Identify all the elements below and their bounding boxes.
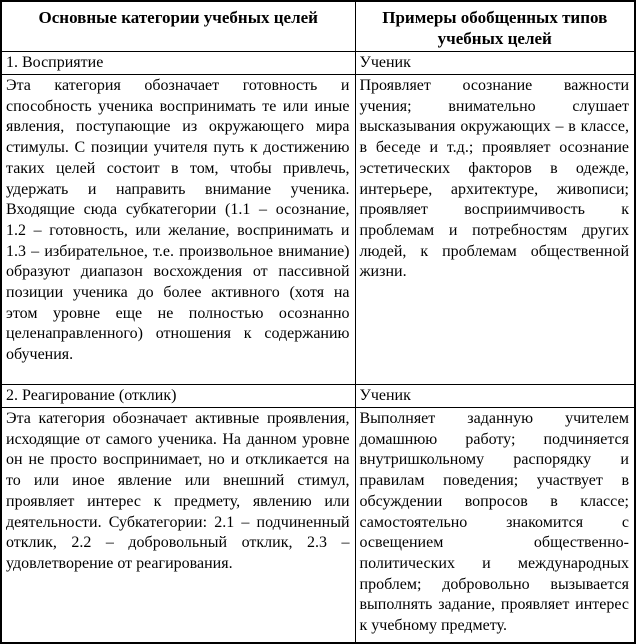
category-2-subject-cell: Ученик [355,385,635,408]
category-2-title-cell: 2. Реагирование (отклик) [1,385,355,408]
header-main-categories: Основные категории учебных целей [1,1,355,52]
category-2-description-cell: Эта категория обозначает активные проявления, исходящие от самого ученика. На данном уровне он не просто воспринимает, но и откликается на то или иное явление или внешний стимул, проявляет интерес к предмету, явлению или деятельности. Субкатегории: 2.1 – подчиненный отклик, 2.2 – добровольный отклик, 2.3 – удовлетворение от реагирования. [1,408,355,644]
table-row-category-1 [1,52,635,75]
table-row-category-2-description [1,408,635,644]
category-1-examples-cell: Проявляет осознание важности учения; внимательно слушает высказывания окружающих – в классе, в беседе и т.д.; проявляет осознание эстетических факторов в одежде, интерьере, архитектуре, живописи; проявляет восприимчивость к проблемам и потребностям других людей, к проблемам общественной жизни. [355,75,635,385]
table-header-row [1,1,635,52]
category-1-description-cell: Эта категория обозначает готовность и способность ученика воспринимать те или иные явления, поступающие из окружающего мира стимулы. С позиции учителя путь к достижению таких целей состоит в том, чтобы привлечь, удержать и направить внимание ученика. Входящие сюда субкатегории (1.1 – осознание, 1.2 – готовность, или желание, воспринимать и 1.3 – избирательное, т.е. произвольное внимание) образуют диапазон восхождения от пассивной позиции ученика до более активного (хотя на этом уровне еще не полностью осознанно целенаправленного) отношения к содержанию обучения. [1,75,355,385]
table-row-category-2 [1,385,635,408]
category-1-subject-cell: Ученик [355,52,635,75]
category-1-title-cell: 1. Восприятие [1,52,355,75]
category-2-examples-cell: Выполняет заданную учителем домашнюю работу; подчиняется внутришкольному распорядку и правилам поведения; участвует в обсуждении вопросов в классе; самостоятельно знакомится с освещением общественно-политических и международных проблем; добровольно вызывается выполнять задание, проявляет интерес к учебному предмету. [355,408,635,644]
table-row-category-1-description [1,75,635,385]
header-examples: Примеры обобщенных типов учебных целей [355,1,635,52]
